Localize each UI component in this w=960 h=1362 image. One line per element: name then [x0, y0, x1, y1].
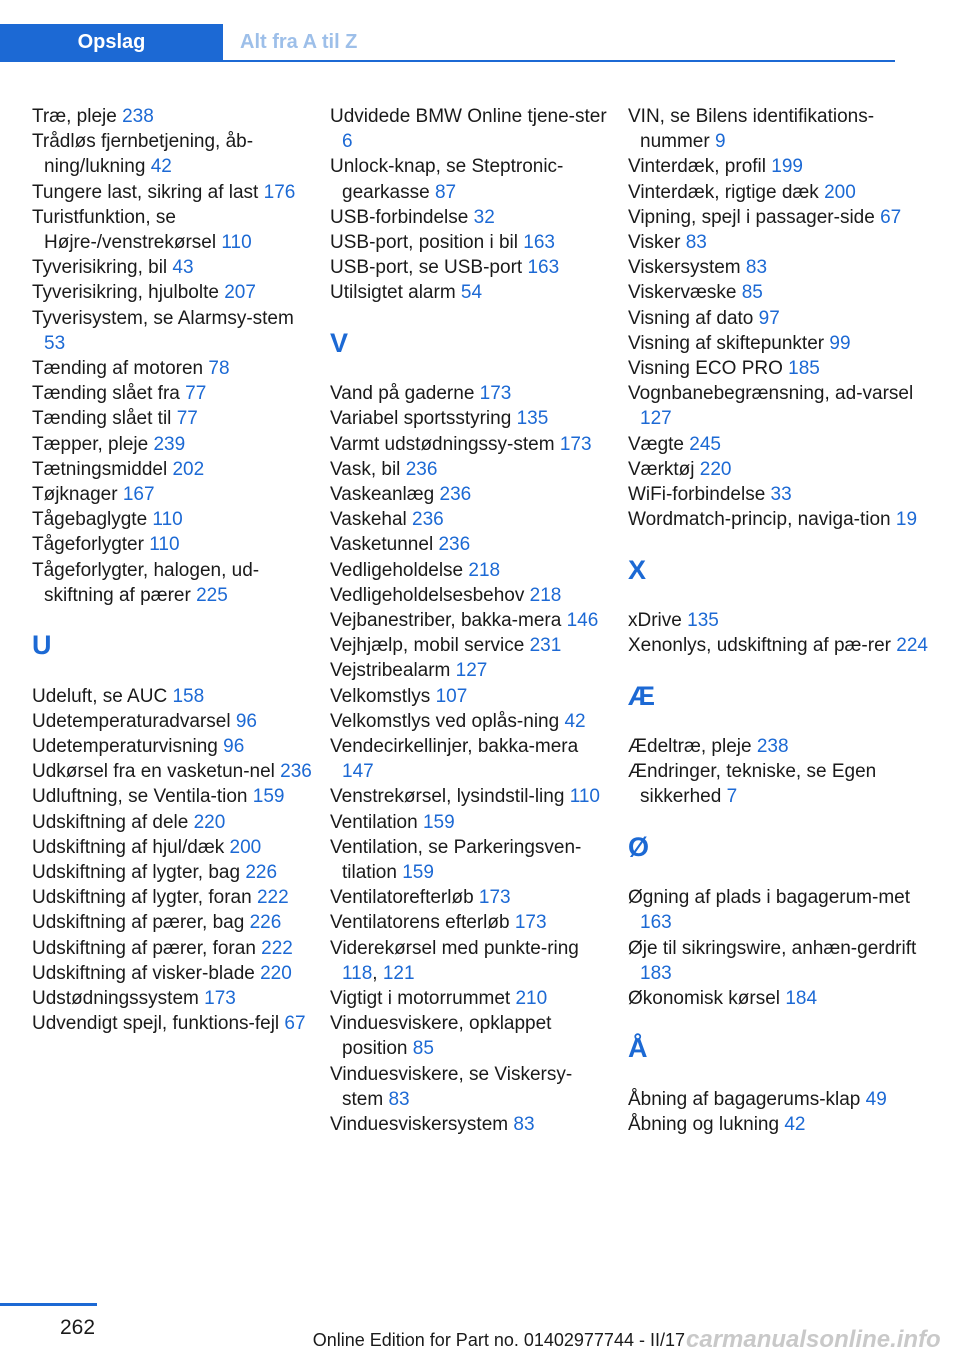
index-entry-label: Vigtigt i motorrummet — [330, 988, 516, 1010]
page-number: 262 — [60, 1316, 96, 1339]
index-entry-label: Ventilatorefterløb — [330, 887, 479, 909]
index-entry — [32, 280, 314, 305]
index-entry — [32, 406, 314, 431]
index-entry-label: USB-forbindelse — [330, 206, 474, 228]
index-entry — [330, 532, 612, 557]
index-entry-label: Udkørsel fra en vasketun-nel — [32, 761, 281, 783]
index-entry-label: Udetemperaturvisning — [32, 736, 224, 758]
index-entry-label: Vinterdæk, rigtige dæk — [628, 181, 825, 203]
index-entry-label: Vendecirkellinjer, bakka-mera — [330, 736, 579, 758]
index-entry-label: Velkomstlys — [330, 685, 436, 707]
index-entry-label: Åbning og lukning — [628, 1114, 785, 1135]
index-entry — [628, 230, 928, 255]
index-entry-label: Udeluft, se AUC — [32, 685, 173, 707]
page-number-rule — [0, 1303, 97, 1306]
index-entry-label: Turistfunktion, se Højre-/venstrekørsel — [32, 206, 222, 254]
index-entry-label: Tænding af motoren — [32, 358, 209, 380]
index-entry-label: Vinduesviskere, se Viskersy-stem — [330, 1063, 573, 1110]
page-link[interactable]: 238 — [122, 106, 154, 127]
index-entry — [628, 482, 928, 507]
index-entry-label: Tyverisystem, se Alarmsy-stem — [32, 307, 294, 329]
page-link[interactable]: 43 — [172, 257, 194, 279]
index-entry-label: Ændringer, tekniske, se Egen sikkerhed — [628, 761, 877, 808]
index-entry — [628, 356, 928, 381]
page-link[interactable]: 99 — [829, 332, 851, 354]
index-entry — [32, 482, 314, 507]
page-link[interactable]: 202 — [172, 458, 205, 480]
index-entry — [330, 1062, 612, 1112]
page-link[interactable]: 173 — [559, 433, 592, 455]
index-entry — [330, 633, 612, 658]
index-entry-label: Velkomstlys ved oplås-ning — [330, 710, 565, 732]
page-link[interactable]: 110 — [152, 509, 183, 531]
index-entry-label: Vinterdæk, profil — [628, 156, 772, 178]
index-entry — [330, 406, 612, 431]
index-entry-label: Udskiftning af lygter, foran — [32, 887, 257, 909]
index-entry-label: Udskiftning af visker-blade — [32, 962, 261, 984]
watermark: carmanualsonline.info — [686, 1326, 941, 1353]
index-entry — [32, 306, 314, 356]
index-entry — [32, 558, 314, 608]
index-entry — [32, 457, 314, 482]
index-entry-label: xDrive — [628, 610, 688, 632]
page-link[interactable]: 236 — [280, 761, 312, 783]
index-entry-label: Venstrekørsel, lysindstil-ling — [330, 786, 570, 808]
page-link[interactable]: 97 — [758, 307, 780, 329]
index-entry — [32, 432, 314, 457]
page-link[interactable]: 96 — [223, 736, 245, 758]
index-entry-label: Vinduesviskersystem — [330, 1114, 514, 1136]
index-entry — [330, 684, 612, 709]
index-entry-label: Tætningsmiddel — [32, 458, 173, 480]
index-entry — [330, 608, 612, 633]
page-link[interactable]: 78 — [208, 358, 230, 380]
index-entry-label: Udstødningssystem — [32, 988, 205, 1010]
index-entry-label: Tågebaglygte — [32, 509, 153, 531]
index-entry — [330, 734, 612, 784]
index-entry-label: Tågeforlygter — [32, 534, 150, 556]
index-entry — [628, 205, 928, 230]
index-entry — [330, 482, 612, 507]
page-link[interactable]: 42 — [784, 1114, 806, 1135]
index-entry — [32, 835, 314, 860]
page-link[interactable]: 147 — [342, 761, 374, 783]
index-entry-label: Vask, bil — [330, 458, 406, 480]
index-entry — [32, 381, 314, 406]
index-entry-label: Udskiftning af dele — [32, 811, 194, 833]
index-entry — [32, 936, 314, 961]
index-entry — [628, 1087, 928, 1112]
index-entry — [330, 784, 612, 809]
page-link[interactable]: 77 — [185, 383, 207, 405]
section-letter-u: U — [32, 630, 52, 661]
page-link[interactable]: 19 — [895, 509, 918, 531]
index-entry-label: Vægte — [628, 433, 690, 455]
page-link[interactable]: 110 — [569, 786, 600, 808]
tab-alt-fra-a-til-z[interactable]: Alt fra A til Z — [240, 31, 358, 53]
index-entry — [32, 860, 314, 885]
index-entry — [330, 885, 612, 910]
page-link[interactable]: 163 — [527, 257, 560, 279]
index-entry — [628, 457, 928, 482]
index-entry-label: USB-port, se USB-port — [330, 257, 528, 279]
index-entry-label: Visning af dato — [628, 307, 759, 329]
index-entry-label: Tungere last, sikring af last — [32, 181, 264, 203]
index-entry-label: Unlock-knap, se Steptronic-gearkasse — [330, 156, 564, 203]
page-link[interactable]: 83 — [685, 232, 707, 254]
index-entry — [628, 885, 928, 935]
index-entry — [628, 759, 928, 809]
page-link[interactable]: 245 — [689, 433, 721, 455]
page-link[interactable]: 173 — [204, 988, 236, 1010]
index-entry — [330, 205, 612, 230]
index-entry-label: Xenonlys, udskiftning af pæ-rer — [628, 635, 897, 657]
index-entry-label: Trådløs fjernbetjening, åb-ning/lukning — [32, 131, 254, 178]
index-entry-label: Vejstribealarm — [330, 660, 456, 682]
index-entry-label: Ædeltræ, pleje — [628, 736, 757, 758]
page-link[interactable]: 200 — [229, 836, 262, 858]
page-link[interactable]: 96 — [235, 710, 257, 732]
index-entry — [628, 936, 928, 986]
index-entry — [32, 1011, 314, 1036]
index-entry-label: Vaskehal — [330, 509, 413, 531]
page-link[interactable]: 107 — [435, 685, 468, 707]
index-entry — [330, 230, 612, 255]
page-link[interactable]: 183 — [640, 962, 672, 984]
index-entry — [628, 306, 928, 331]
index-entry-label: Vinduesviskere, opklappet position — [330, 1013, 552, 1060]
page-link[interactable]: 67 — [284, 1013, 306, 1035]
page-link[interactable]: 236 — [439, 484, 472, 506]
index-entry-label: Værktøj — [628, 458, 700, 480]
page-link[interactable]: 127 — [640, 408, 672, 430]
index-column-1 — [32, 104, 314, 1036]
page-link[interactable]: 159 — [422, 811, 455, 833]
page-link[interactable]: 236 — [405, 458, 438, 480]
page-link[interactable]: 225 — [196, 584, 228, 606]
index-entry-label: Visning af skiftepunkter — [628, 332, 830, 354]
page-link[interactable]: 127 — [455, 660, 488, 682]
index-entry — [330, 709, 612, 734]
index-entry-label: Tænding slået fra — [32, 383, 186, 405]
index-entry-label: Ventilation, se Parkeringsven-tilation — [330, 836, 582, 884]
index-entry: Viderekørsel med punkte-ring 118, 121 — [330, 937, 579, 984]
index-entry-label: Vasketunnel — [330, 534, 439, 556]
index-entry — [330, 910, 612, 935]
index-entry — [32, 104, 314, 129]
index-entry — [32, 684, 314, 709]
index-entry-label: Viskervæske — [628, 282, 742, 304]
page-link[interactable]: 67 — [880, 206, 902, 228]
index-entry — [628, 331, 928, 356]
index-entry — [628, 280, 928, 305]
section-letter-aa: Å — [628, 1033, 648, 1064]
index-column-3 — [628, 104, 928, 1137]
page-link[interactable]: 236 — [438, 534, 471, 556]
index-entry-label: Variabel sportsstyring — [330, 408, 517, 430]
page-link[interactable]: 33 — [770, 484, 792, 506]
page-link[interactable]: 53 — [44, 332, 66, 354]
index-entry — [32, 910, 314, 935]
page-link[interactable]: 222 — [261, 937, 293, 959]
tab-opslag[interactable]: Opslag — [0, 24, 223, 60]
index-entry — [628, 507, 928, 532]
index-entry-label: Vejbanestriber, bakka-mera — [330, 610, 567, 632]
index-entry-label: Tågeforlygter, halogen, ud-skiftning af pærer — [32, 559, 260, 606]
page-link[interactable]: 6 — [342, 131, 353, 153]
index-entry — [32, 810, 314, 835]
index-entry-label: Ventilatorens efterløb — [330, 912, 515, 934]
index-entry — [330, 381, 612, 406]
page-link[interactable]: 42 — [150, 156, 172, 178]
page-link[interactable]: 173 — [514, 912, 547, 934]
index-entry-label: Tyverisikring, hjulbolte — [32, 282, 225, 304]
index-entry-label: Udskiftning af hjul/dæk — [32, 836, 230, 858]
page-link[interactable]: 83 — [513, 1114, 535, 1136]
index-entry — [330, 432, 612, 457]
page-link[interactable]: 239 — [153, 433, 186, 455]
index-entry-label: Vognbanebegrænsning, ad-varsel — [628, 383, 914, 405]
index-entry — [628, 255, 928, 280]
index-entry-label: Udskiftning af lygter, bag — [32, 862, 246, 884]
index-entry — [32, 885, 314, 910]
index-entry-label: Utilsigtet alarm — [330, 282, 461, 304]
page-link[interactable]: 158 — [172, 685, 205, 707]
edition-footer: Online Edition for Part no. 01402977744 - II/17 — [312, 1330, 685, 1350]
index-entry — [330, 280, 612, 305]
index-entry — [330, 457, 612, 482]
page-link[interactable]: 220 — [699, 458, 732, 480]
page-link[interactable]: 42 — [564, 710, 586, 732]
page-link[interactable]: 218 — [468, 559, 501, 581]
page-link[interactable]: 110 — [221, 232, 252, 254]
index-entry — [330, 658, 612, 683]
index-entry — [628, 104, 928, 154]
index-entry — [330, 104, 612, 154]
index-entry — [330, 583, 612, 608]
page-link[interactable]: 185 — [788, 358, 820, 380]
page-link[interactable]: 184 — [785, 988, 818, 1010]
index-entry — [330, 1112, 612, 1137]
page-link[interactable]: 210 — [515, 988, 548, 1010]
index-entry — [628, 1112, 928, 1137]
index-entry-label: Øje til sikringswire, anhæn-gerdrift — [628, 937, 917, 959]
page-link[interactable]: 159 — [402, 862, 434, 884]
index-entry — [32, 180, 314, 205]
section-letter-v: V — [330, 327, 349, 358]
page-link[interactable]: 226 — [245, 862, 278, 884]
index-entry-label: Udvidede BMW Online tjene-ster — [330, 106, 607, 127]
page-link[interactable]: 176 — [263, 181, 296, 203]
index-entry-label: Vejhjælp, mobil service — [330, 635, 530, 657]
page-link[interactable]: 173 — [478, 887, 511, 909]
page-link[interactable]: 163 — [640, 912, 672, 934]
index-entry — [32, 961, 314, 986]
page-link[interactable]: 83 — [745, 257, 768, 279]
index-column-2 — [330, 104, 612, 1137]
index-entry — [330, 810, 612, 835]
index-entry-label: Udvendigt spejl, funktions-fejl — [32, 1013, 285, 1035]
index-entry — [330, 986, 612, 1011]
index-entry-label: Vedligeholdelse — [330, 559, 469, 581]
index-entry — [32, 709, 314, 734]
page-link[interactable]: 77 — [176, 408, 198, 430]
index-entry — [628, 381, 928, 431]
page-link[interactable]: 220 — [193, 811, 226, 833]
index-entry — [628, 633, 928, 658]
page-link[interactable]: 238 — [756, 736, 789, 758]
index-entry-label: Ventilation — [330, 811, 423, 833]
page-link[interactable]: 159 — [252, 786, 285, 808]
index-entry-label: Tøjknager — [32, 484, 123, 506]
index-entry — [628, 734, 928, 759]
index-entry-label: USB-port, position i bil — [330, 232, 524, 254]
index-entry — [32, 129, 314, 179]
page-link[interactable]: 207 — [224, 282, 256, 304]
index-entry — [330, 558, 612, 583]
page-link[interactable]: 200 — [824, 181, 856, 203]
page-link[interactable]: 222 — [256, 887, 289, 909]
index-entry-label: Vipning, spejl i passager-side — [628, 206, 881, 228]
index-entry — [32, 356, 314, 381]
page-link[interactable]: 167 — [122, 484, 155, 506]
index-entry — [32, 986, 314, 1011]
page-link[interactable]: 9 — [714, 131, 726, 153]
index-entry-label: Visning ECO PRO — [628, 358, 789, 380]
page-link[interactable]: 173 — [479, 383, 512, 405]
header-bar — [0, 24, 895, 62]
index-entry — [330, 507, 612, 532]
page-link[interactable]: 87 — [434, 181, 457, 203]
index-entry-label: Økonomisk kørsel — [628, 988, 786, 1010]
page-link[interactable]: 85 — [741, 282, 763, 304]
index-entry — [32, 205, 314, 255]
page-link[interactable]: 54 — [460, 282, 483, 304]
index-entry-label: Vedligeholdelsesbehov — [330, 584, 530, 606]
page-link[interactable]: 135 — [516, 408, 549, 430]
index-entry — [628, 154, 928, 179]
page-link[interactable]: 220 — [260, 962, 292, 984]
index-entry-label: Udluftning, se Ventila-tion — [32, 786, 253, 808]
page-link[interactable]: 199 — [771, 156, 803, 178]
section-letter-oe: Ø — [628, 831, 650, 862]
index-entry — [330, 1011, 612, 1061]
page-link[interactable]: 135 — [687, 610, 719, 632]
page-link[interactable]: 49 — [865, 1088, 887, 1110]
page-link[interactable]: 32 — [473, 206, 495, 228]
index-entry — [32, 734, 314, 759]
index-entry-label: Tyverisikring, bil — [32, 257, 173, 279]
page-link[interactable]: 121 — [382, 962, 415, 984]
index-entry — [330, 835, 612, 885]
page-link[interactable]: 231 — [529, 635, 562, 657]
index-entry-label: WiFi-forbindelse — [628, 484, 771, 506]
index-entry-label: Udetemperaturadvarsel — [32, 710, 236, 732]
index-entry-label: Udskiftning af pærer, foran — [32, 937, 262, 959]
page-link[interactable]: 224 — [896, 635, 928, 657]
page-link[interactable]: 110 — [149, 534, 180, 556]
page-link[interactable]: 146 — [566, 610, 599, 632]
index-entry — [330, 255, 612, 280]
index-entry-label: Viderekørsel med punkte-ring — [330, 937, 579, 959]
index-entry-label: Træ, pleje — [32, 106, 123, 127]
page-link[interactable]: 163 — [523, 232, 555, 254]
index-entry — [32, 532, 314, 557]
page-link[interactable]: 236 — [412, 509, 444, 531]
page-link[interactable]: 7 — [726, 786, 738, 808]
index-entry-label: Tæpper, pleje — [32, 433, 154, 455]
page-link[interactable]: 118 — [342, 962, 373, 984]
page-link[interactable]: 85 — [412, 1038, 434, 1060]
page-link[interactable]: 83 — [388, 1088, 410, 1110]
index-entry — [32, 759, 314, 784]
index-entry-label: Udskiftning af pærer, bag — [32, 912, 250, 934]
index-entry-label: Åbning af bagagerums-klap — [628, 1088, 866, 1110]
index-entry — [330, 154, 612, 204]
index-entry — [628, 432, 928, 457]
index-entry-label: VIN, se Bilens identifikations-nummer — [628, 106, 875, 153]
index-entry — [32, 255, 314, 280]
index-entry-label: Vaskeanlæg — [330, 484, 440, 506]
index-entry — [32, 784, 314, 809]
index-entry — [628, 180, 928, 205]
index-entry — [628, 608, 928, 633]
section-letter-ae: Æ — [628, 680, 655, 711]
page-link[interactable]: 218 — [529, 584, 562, 606]
index-entry — [32, 507, 314, 532]
index-entry-label: Vand på gaderne — [330, 383, 480, 405]
section-letter-x: X — [628, 554, 647, 585]
index-entry-label: Visker — [628, 232, 686, 254]
index-entry-label: Øgning af plads i bagagerum-met — [628, 887, 910, 909]
index-entry-label: Wordmatch-princip, naviga-tion — [628, 509, 896, 531]
index-entry — [628, 986, 928, 1011]
index-entry-label: Tænding slået til — [32, 408, 177, 430]
page-link[interactable]: 226 — [249, 912, 282, 934]
index-entry-label: Varmt udstødningssy-stem — [330, 433, 560, 455]
index-entry-label: Viskersystem — [628, 257, 746, 279]
